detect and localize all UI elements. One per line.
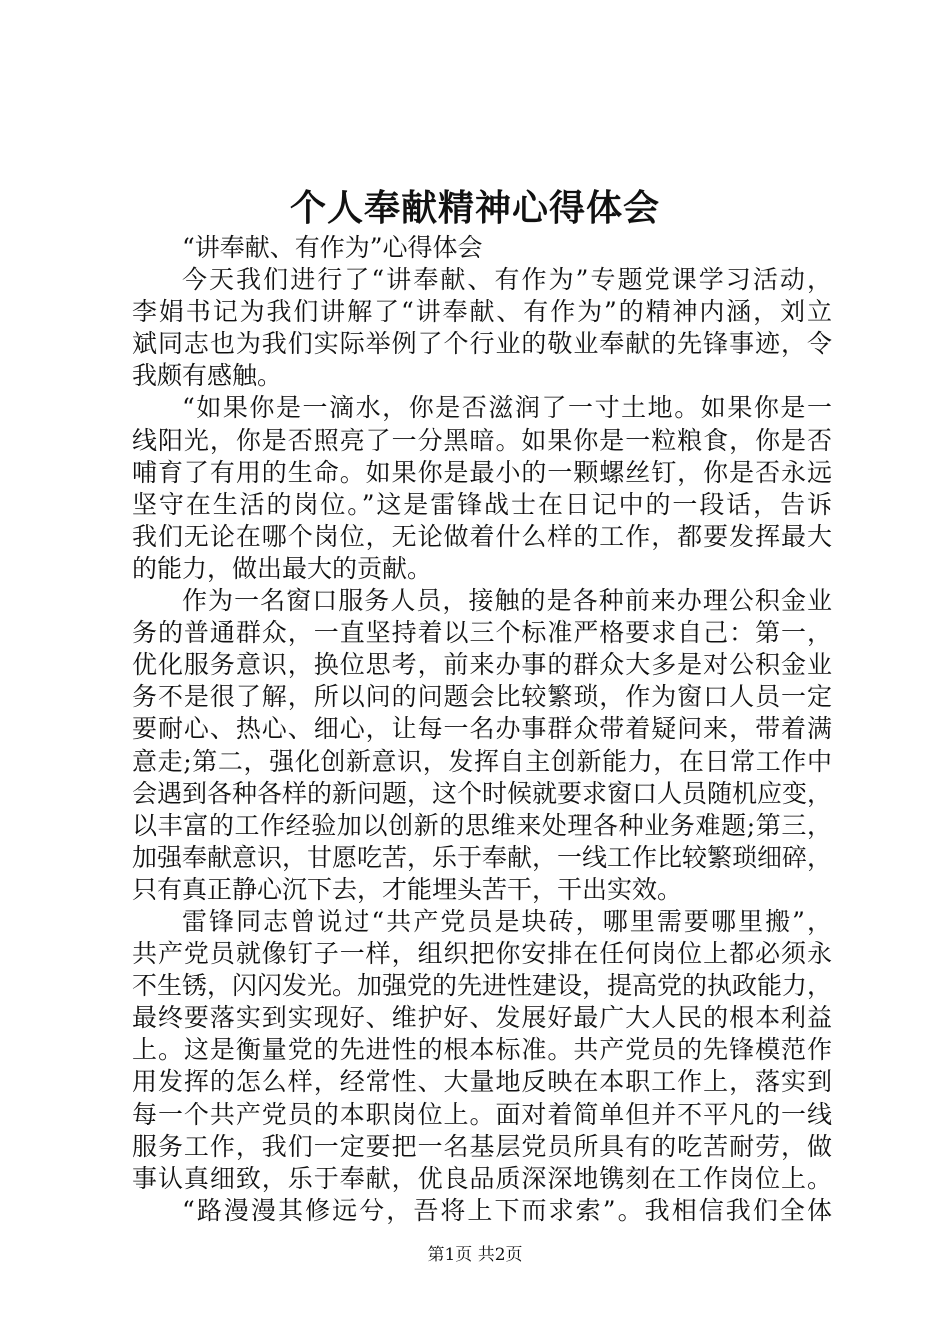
page-number: 第1页 共2页 (427, 1245, 523, 1265)
text-line: 今天我们进行了“讲奉献、有作为”专题党课学习活动， (182, 265, 832, 295)
text-line: 最终要落实到实现好、维护好、发展好最广大人民的根本利益 (132, 1003, 832, 1033)
text-line: 务不是很了解，所以问的问题会比较繁琐，作为窗口人员一定 (132, 682, 832, 712)
text-line: 不生锈，闪闪发光。加强党的先进性建设，提高党的执政能力， (132, 971, 832, 1001)
text-line: 作为一名窗口服务人员，接触的是各种前来办理公积金业 (182, 586, 832, 616)
text-line: 的能力，做出最大的贡献。 (132, 553, 433, 583)
text-line: 只有真正静心沉下去，才能埋头苦干，干出实效。 (132, 874, 683, 904)
text-line: 会遇到各种各样的新问题，这个时候就要求窗口人员随机应变， (132, 778, 832, 808)
text-line: “如果你是一滴水，你是否滋润了一寸土地。如果你是一 (182, 393, 832, 423)
subtitle-line: “讲奉献、有作为”心得体会 (182, 233, 483, 262)
text-line: “路漫漫其修远兮，吾将上下而求索”。我相信我们全体 (182, 1195, 832, 1225)
text-line: 线阳光，你是否照亮了一分黑暗。如果你是一粒粮食，你是否 (132, 425, 832, 455)
text-line: 每一个共产党员的本职岗位上。面对着简单但并不平凡的一线 (132, 1099, 832, 1129)
text-line: 坚守在生活的岗位。”这是雷锋战士在日记中的一段话，告诉 (132, 489, 832, 519)
text-line: 意走;第二，强化创新意识，发挥自主创新能力，在日常工作中 (132, 746, 832, 776)
text-line: 李娟书记为我们讲解了“讲奉献、有作为”的精神内涵，刘立 (132, 297, 832, 327)
text-line: 用发挥的怎么样，经常性、大量地反映在本职工作上，落实到 (132, 1067, 832, 1097)
text-line: 加强奉献意识，甘愿吃苦，乐于奉献，一线工作比较繁琐细碎， (132, 842, 832, 872)
text-line: 服务工作，我们一定要把一名基层党员所具有的吃苦耐劳，做 (132, 1131, 832, 1161)
text-line: 务的普通群众，一直坚持着以三个标准严格要求自己：第一， (132, 618, 832, 648)
text-line: 优化服务意识，换位思考，前来办事的群众大多是对公积金业 (132, 650, 832, 680)
document-body (132, 232, 832, 1227)
text-line: 上。这是衡量党的先进性的根本标准。共产党员的先锋模范作 (132, 1035, 832, 1065)
text-line: 雷锋同志曾说过“共产党员是块砖，哪里需要哪里搬”， (182, 906, 832, 936)
text-line: 要耐心、热心、细心，让每一名办事群众带着疑问来，带着满 (132, 714, 832, 744)
text-line: 共产党员就像钉子一样，组织把你安排在任何岗位上都必须永 (132, 939, 832, 969)
text-line: 哺育了有用的生命。如果你是最小的一颗螺丝钉，你是否永远 (132, 457, 832, 487)
document-title: 个人奉献精神心得体会 (289, 187, 660, 229)
text-line: 以丰富的工作经验加以创新的思维来处理各种业务难题;第三， (132, 810, 832, 840)
text-line: 我们无论在哪个岗位，无论做着什么样的工作，都要发挥最大 (132, 521, 832, 551)
text-line: 事认真细致，乐于奉献，优良品质深深地镌刻在工作岗位上。 (132, 1163, 832, 1193)
text-line: 斌同志也为我们实际举例了个行业的敬业奉献的先锋事迹，令 (132, 329, 832, 359)
text-line: 我颇有感触。 (132, 361, 283, 391)
